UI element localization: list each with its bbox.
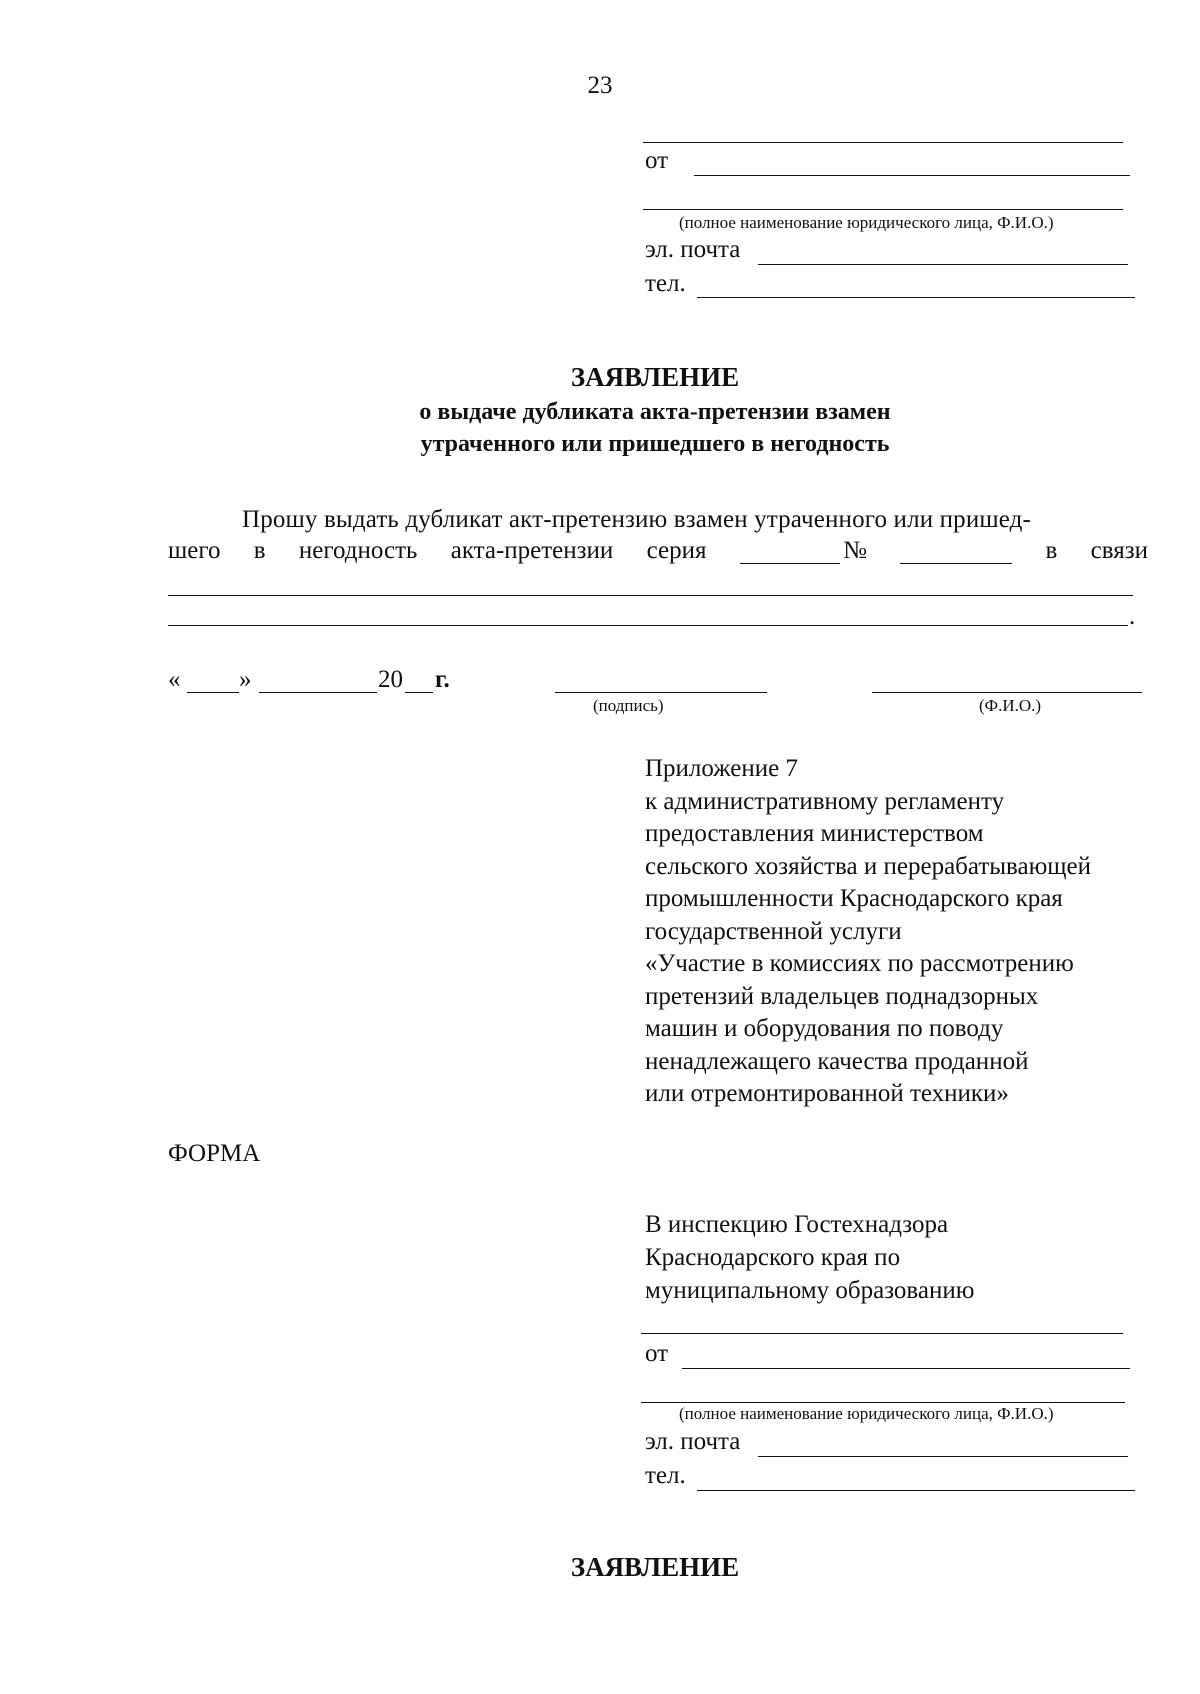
date-open-quote: « — [168, 666, 181, 693]
from-input-line-b[interactable] — [682, 1368, 1130, 1369]
email-input-line-2[interactable] — [758, 1456, 1128, 1457]
page-number: 23 — [587, 72, 613, 99]
word: акта-претензии — [450, 537, 614, 564]
word: в — [1045, 537, 1058, 564]
appendix-line: Приложение 7 — [645, 755, 798, 782]
date-close-quote: » — [239, 666, 252, 693]
application-subtitle-line2: утраченного или пришедшего в негодность — [420, 431, 890, 457]
appendix-line: сельского хозяйства и перерабатывающей — [645, 852, 1092, 880]
addressee-line-1[interactable] — [643, 142, 1123, 143]
application-body-line1: Прошу выдать дубликат акт-претензию взамен утраченного или пришед- — [242, 506, 1032, 533]
phone-label: тел. — [645, 270, 686, 297]
reason-input-line-2[interactable] — [168, 625, 1128, 626]
appendix-line: или отремонтированной техники» — [645, 1080, 1009, 1107]
phone-label-2: тел. — [645, 1462, 686, 1489]
appendix-line: «Участие в комиссиях по рассмотрению — [645, 950, 1074, 977]
number-sign: № — [843, 537, 867, 564]
word: связи — [1090, 537, 1148, 564]
signature-caption: (подпись) — [593, 696, 664, 715]
signature-field[interactable] — [555, 692, 767, 693]
email-input-line[interactable] — [758, 264, 1128, 265]
addressee-line: Краснодарского края по — [645, 1244, 901, 1271]
application-title: ЗАЯВЛЕНИЕ — [570, 362, 740, 392]
from-label: от — [645, 147, 669, 174]
phone-input-line-2[interactable] — [697, 1490, 1135, 1491]
fio-caption: (Ф.И.О.) — [979, 696, 1042, 715]
date-day-field[interactable] — [187, 692, 239, 693]
year-prefix: 20 — [378, 666, 403, 693]
from-input-line-b2[interactable] — [641, 1402, 1125, 1403]
word: серия — [646, 537, 707, 564]
reason-input-line-1[interactable] — [168, 595, 1133, 596]
date-year-field[interactable] — [405, 692, 433, 693]
phone-input-line[interactable] — [697, 297, 1135, 298]
addressee-line: муниципальному образованию — [645, 1277, 975, 1304]
addressee-line: В инспекцию Гостехнадзора — [645, 1211, 949, 1238]
word: в — [253, 537, 266, 564]
from-input-line[interactable] — [694, 175, 1130, 176]
email-label-2: эл. почта — [645, 1428, 741, 1455]
from-label-2: от — [645, 1340, 669, 1367]
second-application-title: ЗАЯВЛЕНИЕ — [570, 1552, 740, 1582]
appendix-block — [645, 753, 1091, 1111]
addressee-block — [645, 1208, 974, 1307]
series-field[interactable] — [740, 536, 840, 564]
application-body-line2 — [168, 536, 1148, 566]
appendix-line: предоставления министерством — [645, 820, 984, 847]
addressee-input-line[interactable] — [641, 1333, 1123, 1334]
form-label: ФОРМА — [168, 1140, 261, 1167]
appendix-line: государственной услуги — [645, 917, 902, 945]
appendix-line: машин и оборудования по поводу — [645, 1015, 1004, 1042]
year-suffix: г. — [435, 666, 450, 693]
email-label: эл. почта — [645, 236, 741, 263]
appendix-line: претензий владельцев поднадзорных — [645, 982, 1039, 1010]
appendix-line: к административному регламенту — [645, 787, 1005, 815]
number-field[interactable] — [900, 536, 1012, 564]
word: шего — [168, 537, 221, 564]
appendix-line: промышленности Краснодарского края — [645, 885, 1063, 912]
from-input-line-2[interactable] — [643, 209, 1123, 210]
name-caption-2: (полное наименование юридического лица, Ф.И.О.) — [679, 1404, 1054, 1423]
name-caption: (полное наименование юридического лица, Ф.И.О.) — [679, 213, 1054, 232]
word: негодность — [298, 537, 418, 564]
application-subtitle-line1: о выдаче дубликата акта-претензии взамен — [419, 399, 891, 425]
date-month-field[interactable] — [259, 692, 377, 693]
fio-field[interactable] — [872, 692, 1142, 693]
appendix-line: ненадлежащего качества проданной — [645, 1047, 1029, 1075]
reason-period: . — [1129, 603, 1136, 630]
